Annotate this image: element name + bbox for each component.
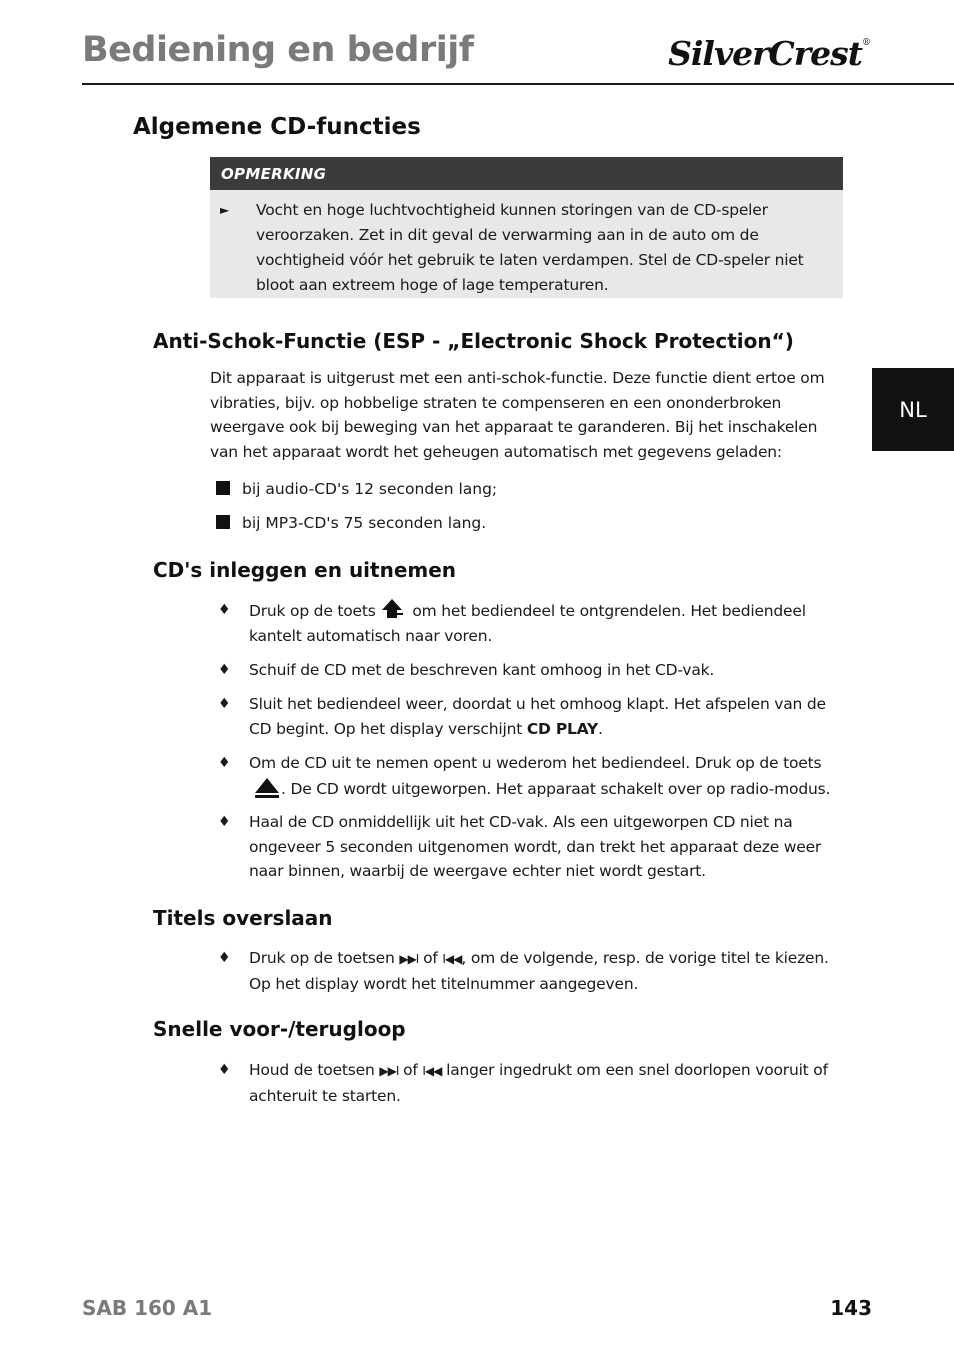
list-item: ♦ Schuif de CD met de beschreven kant omhoog in het CD-vak.	[218, 658, 840, 683]
language-tab-label: NL	[899, 397, 927, 422]
esp-paragraph: Dit apparaat is uitgerust met een anti-schok-functie. Deze functie dient ertoe om vibraties, bijv. op hobbelige straten te compenseren en een ononderbroken weergave ook bij beweging van het apparaat te garanderen. Bij het inschakelen van het apparaat wordt het geheugen automatisch met gegevens geladen:	[210, 369, 825, 462]
brand-logo	[668, 34, 870, 73]
diamond-bullet-icon: ♦	[218, 1062, 231, 1078]
next-track-icon: ▶▶I	[399, 952, 419, 966]
footer-model: SAB 160 A1	[82, 1296, 213, 1320]
release-button-icon	[380, 598, 404, 622]
language-tab	[872, 368, 954, 451]
diamond-bullet-icon: ♦	[218, 755, 231, 771]
list-item: ♦ Druk op de toets om het bediendeel te ontgrendelen. Het bediendeel kantelt automatisch naar voren.	[218, 598, 840, 648]
diamond-bullet-icon: ♦	[218, 662, 231, 678]
diamond-bullet-icon: ♦	[218, 696, 231, 712]
section-title-seek: Snelle voor-/terugloop	[153, 1017, 406, 1041]
brand-name: SilverCrest	[668, 34, 862, 73]
square-bullet-icon	[216, 515, 230, 529]
note-item	[220, 198, 830, 298]
section-title-esp: Anti-Schok-Functie (ESP - „Electronic Shock Protection“)	[153, 329, 794, 353]
list-item: bij audio-CD's 12 seconden lang;	[216, 480, 497, 498]
previous-track-icon: I◀◀	[442, 952, 462, 966]
note-box	[210, 157, 843, 298]
page-number: 143	[830, 1296, 872, 1320]
diamond-bullet-icon: ♦	[218, 602, 231, 618]
page-title: Bediening en bedrijf	[82, 30, 474, 70]
list-item: bij MP3-CD's 75 seconden lang.	[216, 514, 486, 532]
previous-track-icon: I◀◀	[422, 1064, 442, 1078]
square-bullet-icon	[216, 481, 230, 495]
next-track-icon: ▶▶I	[379, 1064, 399, 1078]
registered-mark: ®	[862, 38, 870, 48]
eject-icon	[253, 776, 277, 800]
list-item: ♦ Om de CD uit te nemen opent u wederom het bediendeel. Druk op de toets. De CD wordt uitgeworpen. Het apparaat schakelt over op radio-modus.	[218, 751, 840, 801]
note-text: Vocht en hoge luchtvochtigheid kunnen storingen van de CD-speler veroorzaken. Zet in dit geval de verwarming aan in de auto om de vochtigheid vóór het gebruik te laten verdampen. Stel de CD-speler niet bloot aan extreem hoge of lage temperaturen.	[256, 201, 804, 294]
diamond-bullet-icon: ♦	[218, 950, 231, 966]
list-item: ♦ Druk op de toetsen ▶▶I of I◀◀, om de volgende, resp. de vorige titel te kiezen. Op het display wordt het titelnummer aangegeven.	[218, 946, 840, 996]
display-text: CD PLAY	[526, 719, 599, 738]
triangle-bullet-icon: ►	[220, 203, 230, 217]
header-rule	[82, 83, 954, 85]
section-title-cd-functions: Algemene CD-functies	[133, 114, 421, 140]
list-item: ♦ Haal de CD onmiddellijk uit het CD-vak. Als een uitgeworpen CD niet na ongeveer 5 seconden uitgenomen wordt, dan trekt het apparaat deze weer naar binnen, waarbij de weergave echter niet wordt gestart.	[218, 810, 840, 884]
section-title-skip: Titels overslaan	[153, 906, 333, 930]
list-item: ♦ Houd de toetsen ▶▶I of I◀◀ langer ingedrukt om een snel doorlopen vooruit of achteruit te starten.	[218, 1058, 840, 1108]
list-item: ♦ Sluit het bediendeel weer, doordat u het omhoog klapt. Het afspelen van de CD begint. Op het display verschijnt CD PLAY.	[218, 692, 840, 741]
diamond-bullet-icon: ♦	[218, 814, 231, 830]
section-title-cd-load: CD's inleggen en uitnemen	[153, 558, 457, 582]
note-header: OPMERKING	[210, 157, 843, 190]
